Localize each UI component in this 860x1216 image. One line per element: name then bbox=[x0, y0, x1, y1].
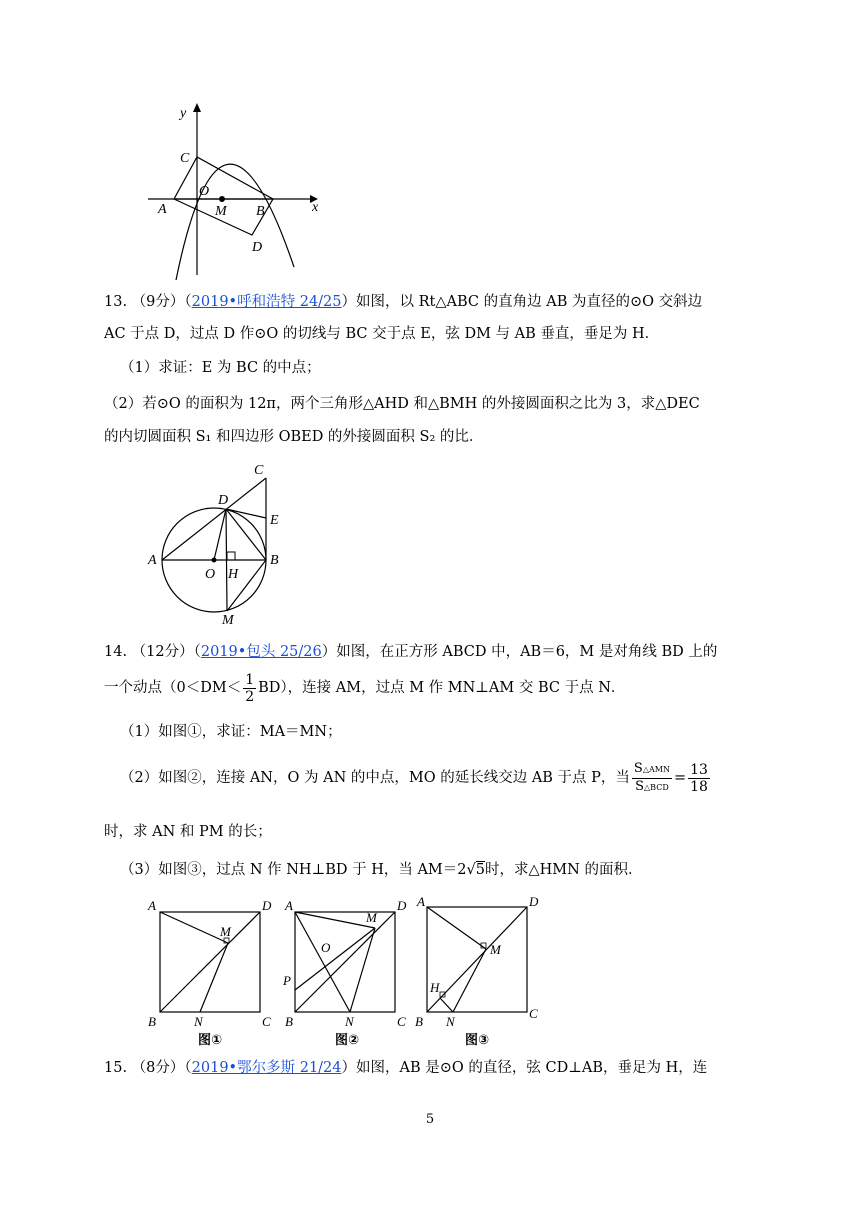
q14-score: （12分） bbox=[131, 644, 194, 660]
q14-line2 bbox=[104, 670, 625, 706]
ratio-num-S: S bbox=[633, 760, 643, 776]
caption-fig2: 图② bbox=[335, 1033, 360, 1048]
s2-N: N bbox=[345, 1014, 354, 1029]
point-D-label: D bbox=[252, 240, 263, 255]
q14-part2-text-b: 时，求 AN 和 PM 的长； bbox=[104, 824, 272, 840]
s3-N: N bbox=[446, 1014, 455, 1029]
fig13-E: E bbox=[270, 513, 279, 528]
q14-line1 bbox=[104, 642, 717, 662]
q13-part2-line1 bbox=[104, 394, 700, 414]
q15-source-link[interactable]: 2019•鄂尔多斯 21/24 bbox=[191, 1060, 342, 1076]
fig13-O: O bbox=[205, 567, 216, 582]
s2-P: P bbox=[283, 973, 291, 988]
frac-numerator: 1 bbox=[245, 671, 255, 688]
q13-stem-2: AC 于点 D，过点 D 作⊙O 的切线与 BC 交于点 E，弦 DM 与 AB 垂直，垂足为 H． bbox=[104, 326, 660, 342]
q13-stem-1: 如图，以 Rt△ABC 的直角边 AB 为直径的⊙O 交斜边 bbox=[356, 294, 703, 310]
point-B-label: B bbox=[256, 204, 265, 219]
page-number: 5 bbox=[425, 1112, 435, 1127]
q15-paren-close: ） bbox=[341, 1060, 357, 1076]
q14-stem-2a: 一个动点（0＜DM＜ bbox=[104, 680, 242, 696]
point-M-label: M bbox=[215, 204, 227, 219]
q13-part2-line2 bbox=[104, 427, 483, 447]
ratio-val-num: 13 bbox=[690, 761, 708, 778]
caption-fig1: 图① bbox=[198, 1033, 223, 1048]
s3-D: D bbox=[529, 894, 539, 909]
q13-paren-open: （ bbox=[184, 294, 192, 310]
fig13-D: D bbox=[218, 493, 229, 508]
q14-part3-radicand: 5 bbox=[475, 862, 485, 878]
q14-part3 bbox=[120, 860, 642, 880]
q14-fraction-half bbox=[243, 672, 256, 705]
q13-number: 13. bbox=[104, 294, 128, 310]
s2-O: O bbox=[321, 940, 331, 955]
q13-source-link[interactable]: 2019•呼和浩特 24/25 bbox=[191, 294, 342, 310]
frac-denominator: 2 bbox=[245, 688, 255, 705]
q14-stem-2b: BD），连接 AM，过点 M 作 MN⊥AM 交 BC 于点 N． bbox=[258, 680, 626, 696]
s1-A: A bbox=[148, 898, 156, 913]
q13-part2-text-1: （2）若⊙O 的面积为 12π，两个三角形△AHD 和△BMH 的外接圆面积之比为 3，求△DEC bbox=[104, 396, 700, 412]
s1-M: M bbox=[220, 924, 231, 939]
q13-score: （9分） bbox=[131, 294, 185, 310]
ratio-den-sub: △BCD bbox=[644, 782, 669, 792]
q14-part1 bbox=[120, 722, 342, 742]
q13-line2 bbox=[104, 324, 659, 344]
q14-ratio-value bbox=[688, 762, 710, 795]
figure-q13-circle bbox=[142, 460, 292, 625]
fig13-M: M bbox=[222, 613, 234, 625]
s2-D: D bbox=[397, 898, 407, 913]
q15-number: 15. bbox=[104, 1060, 128, 1076]
q13-paren-close: ） bbox=[341, 294, 357, 310]
q15-stem-1: 如图，AB 是⊙O 的直径，弦 CD⊥AB，垂足为 H，连 bbox=[356, 1060, 708, 1076]
q14-equals: = bbox=[673, 770, 687, 786]
s3-A: A bbox=[417, 894, 425, 909]
q14-part3-text-b: 时，求△HMN 的面积． bbox=[485, 862, 643, 878]
q14-part2-line1 bbox=[120, 758, 712, 798]
ratio-den-S: S bbox=[635, 778, 645, 794]
q14-part2-text-a: （2）如图②，连接 AN，O 为 AN 的中点，MO 的延长线交边 AB 于点 P，当 bbox=[120, 770, 630, 786]
s2-M: M bbox=[366, 910, 377, 925]
q14-paren-open: （ bbox=[193, 644, 201, 660]
axis-x-label: x bbox=[312, 200, 319, 215]
q13-part1 bbox=[120, 358, 321, 378]
q14-area-ratio bbox=[632, 761, 672, 796]
q14-part3-coef: 2 bbox=[457, 862, 467, 878]
q14-part1-text: （1）如图①，求证：MA＝MN； bbox=[120, 724, 342, 740]
s2-B: B bbox=[285, 1014, 293, 1029]
q14-stem-1: 如图，在正方形 ABCD 中，AB＝6，M 是对角线 BD 上的 bbox=[336, 644, 718, 660]
q14-source-link[interactable]: 2019•包头 25/26 bbox=[200, 644, 322, 660]
s2-C: C bbox=[397, 1014, 406, 1029]
q14-paren-close: ） bbox=[321, 644, 337, 660]
s3-M: M bbox=[490, 942, 501, 957]
q13-part1-text: （1）求证：E 为 BC 的中点； bbox=[120, 360, 321, 376]
figure-parabola bbox=[140, 95, 330, 280]
ratio-val-den: 18 bbox=[690, 778, 708, 795]
point-O-label: O bbox=[199, 184, 210, 199]
axis-y-label: y bbox=[180, 106, 187, 121]
fig13-A: A bbox=[148, 553, 157, 568]
point-C-label: C bbox=[180, 151, 190, 166]
q14-part2-line2 bbox=[104, 822, 272, 842]
q14-number: 14. bbox=[104, 644, 128, 660]
fig13-B: B bbox=[270, 553, 279, 568]
s1-D: D bbox=[262, 898, 272, 913]
q15-line1 bbox=[104, 1058, 707, 1078]
fig13-C: C bbox=[254, 463, 264, 478]
q15-score: （8分） bbox=[131, 1060, 185, 1076]
sqrt-icon: √ bbox=[466, 862, 476, 878]
point-A-label: A bbox=[158, 202, 167, 217]
q13-part2-text-2: 的内切圆面积 S₁ 和四边形 OBED 的外接圆面积 S₂ 的比． bbox=[104, 429, 484, 445]
s1-B: B bbox=[148, 1014, 156, 1029]
q13-line1 bbox=[104, 292, 702, 312]
s3-B: B bbox=[415, 1014, 423, 1029]
s3-H: H bbox=[430, 980, 440, 995]
s1-N: N bbox=[194, 1014, 203, 1029]
q15-paren-open: （ bbox=[184, 1060, 192, 1076]
caption-fig3: 图③ bbox=[465, 1033, 490, 1048]
figure-q14-squares bbox=[140, 892, 550, 1052]
q14-part3-text-a: （3）如图③，过点 N 作 NH⊥BD 于 H，当 AM＝ bbox=[120, 862, 458, 878]
s1-C: C bbox=[262, 1014, 271, 1029]
s2-A: A bbox=[285, 898, 293, 913]
ratio-num-sub: △AMN bbox=[642, 764, 670, 774]
s3-C: C bbox=[529, 1006, 538, 1021]
fig13-H: H bbox=[228, 567, 239, 582]
